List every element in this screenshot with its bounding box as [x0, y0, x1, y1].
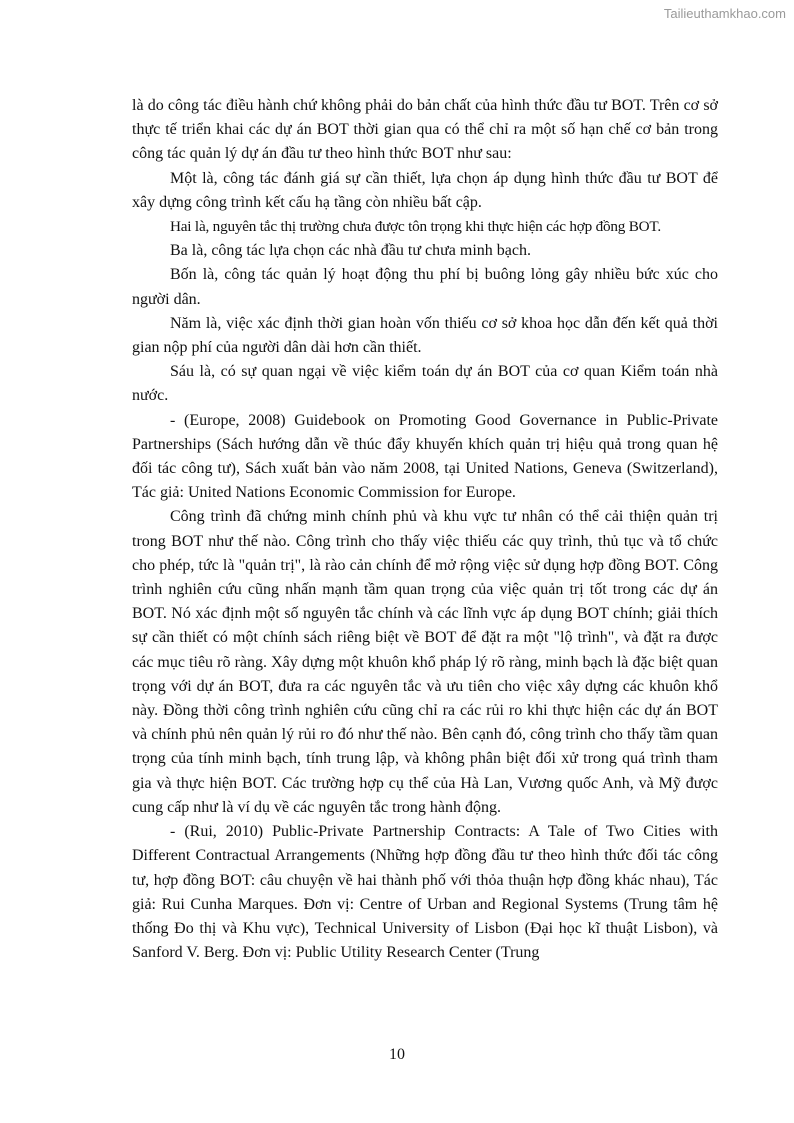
paragraph-limitation-2: Hai là, nguyên tắc thị trường chưa được tôn trọng khi thực hiện các hợp đồng BOT. [170, 218, 661, 236]
paragraph-limitation-4: Bốn là, công tác quản lý hoạt động thu phí bị buông lỏng gây nhiều bức xúc cho người dân. [132, 266, 718, 308]
paragraph-limitation-6: Sáu là, có sự quan ngại về việc kiểm toán dự án BOT của cơ quan Kiểm toán nhà nước. [132, 363, 718, 405]
page-number: 10 [389, 1046, 405, 1063]
paragraph-limitation-3: Ba là, công tác lựa chọn các nhà đầu tư chưa minh bạch. [170, 242, 531, 260]
paragraph-continuation: là do công tác điều hành chứ không phải do bản chất của hình thức đầu tư BOT. Trên cơ sở thực tế triển khai các dự án BOT thời gian qua có thể chỉ ra một số hạn chế cơ bản trong công tác quản lý dự án đầu tư theo hình thức BOT như sau: [132, 97, 718, 163]
page-body [132, 94, 718, 965]
watermark: Tailieuthamkhao.com [663, 6, 786, 21]
paragraph-europe-summary: Công trình đã chứng minh chính phủ và khu vực tư nhân có thể cải thiện quản trị trong BOT như thế nào. Công trình cho thấy việc thiếu các quy trình, thủ tục và tổ chức cho phép, tức là "quản trị", là rào cản chính để mở rộng việc sử dụng hợp đồng BOT. Công trình nghiên cứu cũng nhấn mạnh tầm quan trọng của việc quản trị tốt trong các dự án BOT. Nó xác định một số nguyên tắc chính và các lĩnh vực áp dụng BOT chính; giải thích sự cần thiết có một chính sách riêng biệt về BOT để đặt ra một "lộ trình", và đặt ra được các mục tiêu rõ ràng. Xây dựng một khuôn khổ pháp lý rõ ràng, minh bạch là đặc biệt quan trọng với dự án BOT, đưa ra các nguyên tắc và ưu tiên cho việc xây dựng các khuôn khổ này. Đồng thời công trình nghiên cứu cũng chỉ ra các rủi ro khi thực hiện các dự án BOT và chính phủ nên quản lý rủi ro đó như thế nào. Bên cạnh đó, công trình cho thấy tầm quan trọng của tính minh bạch, tính trung lập, và không phân biệt đối xử trong quá trình tham gia và thực hiện BOT. Các trường hợp cụ thể của Hà Lan, Vương quốc Anh, và Mỹ được cung cấp như là ví dụ về các nguyên tắc trong hành động. [132, 508, 718, 816]
paragraph-limitation-5: Năm là, việc xác định thời gian hoàn vốn thiếu cơ sở khoa học dẫn đến kết quả thời gian nộp phí của người dân dài hơn cần thiết. [132, 314, 718, 357]
paragraph-reference-rui: - (Rui, 2010) Public-Private Partnership Contracts: A Tale of Two Cities with Different Contractual Arrangements (Những hợp đồng đầu tư theo hình thức đối tác công tư, hợp đồng BOT: câu chuyện về hai thành phố với thỏa thuận hợp đồng khác nhau), Tác giả: Rui Cunha Marques. Đơn vị: Centre of Urban and Regional Systems (Trung tâm hệ thống Đo thị và Khu vực), Technical University of Lisbon (Đại học kĩ thuật Lisbon), và Sanford V. Berg. Đơn vị: Public Utility Research Center (Trung [132, 823, 718, 962]
paragraph-reference-europe: - (Europe, 2008) Guidebook on Promoting Good Governance in Public-Private Partnerships (Sách hướng dẫn về thúc đẩy khuyến khích quản trị hiệu quả trong quan hệ đối tác công tư), Sách xuất bản vào năm 2008, tại United Nations, Geneva (Switzerland), Tác giả: United Nations Economic Commission for Europe. [132, 411, 718, 502]
paragraph-limitation-1: Một là, công tác đánh giá sự cần thiết, lựa chọn áp dụng hình thức đầu tư BOT để xây dựng công trình kết cấu hạ tầng còn nhiều bất cập. [132, 169, 718, 211]
